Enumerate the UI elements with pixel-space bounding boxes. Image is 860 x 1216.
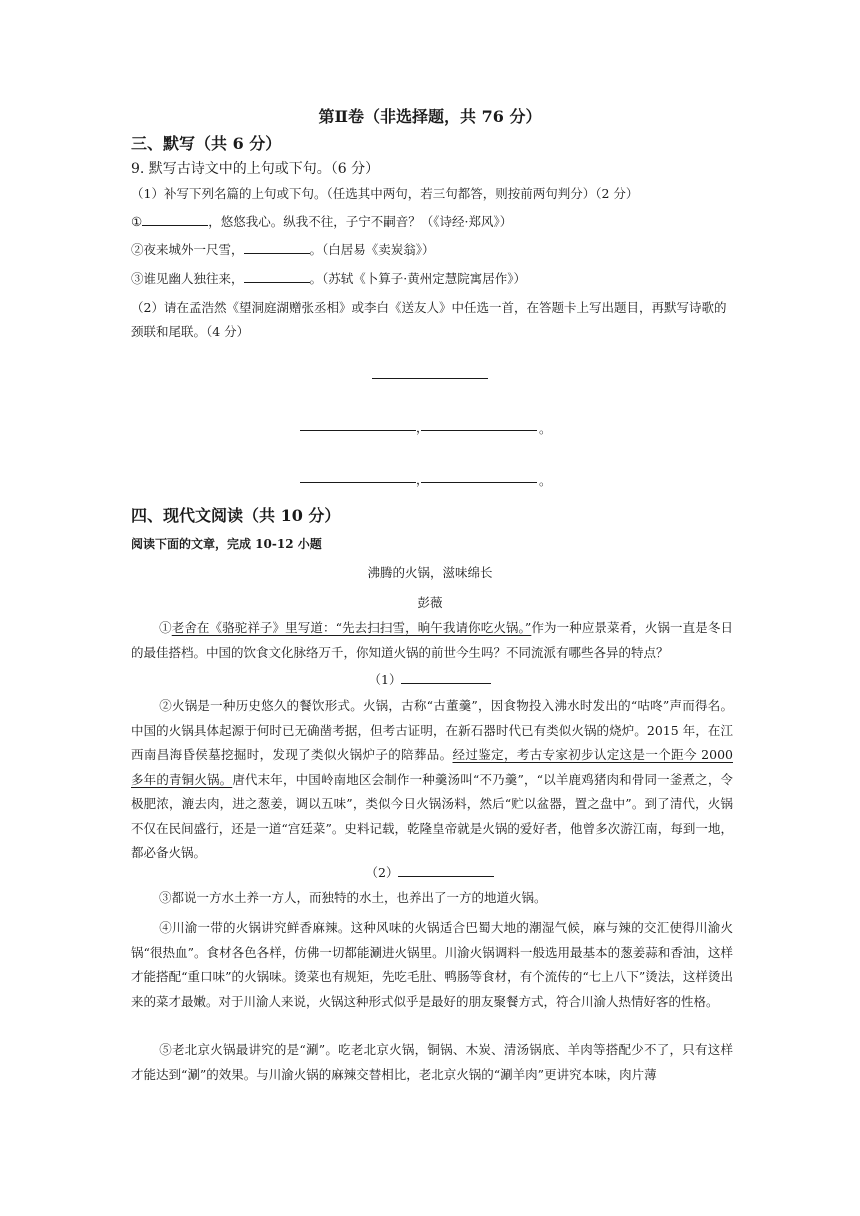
- paragraph-5: ⑤老北京火锅最讲究的是“涮”。吃老北京火锅，铜锅、木炭、清汤锅底、羊肉等搭配少不了，只有这样才能达到“涮”的效果。与川渝火锅的麻辣交替相比，老北京火锅的“涮羊肉”更讲究本味，肉片薄: [131, 1042, 733, 1082]
- poem-line-3a[interactable]: [300, 430, 416, 431]
- poem-title-line[interactable]: [372, 378, 488, 379]
- paragraph-2: ②火锅是一种历史悠久的餐饮形式。火锅，古称“古董羹”，因食物投入沸水时发出的“咕咚”声而得名。中国的火锅具体起源于何时已无确凿考据，但考古证明，在新石器时代已有类似火锅的烧炉。2015 年，在江西南昌海昏侯墓挖掘时，发现了类似火锅炉子的陪葬品。经过鉴定，考古专家初步认定这是一个距今 2000 多年的青铜火锅。唐代末年，中国岭南地区会制作一种羹汤叫“不乃羹”，“以羊鹿鸡猪肉和骨同一釜煮之，令极肥浓，漉去肉，进之葱姜，调以五味”，类似今日火锅汤料，然后“贮以盆器，置之盘中”。到了清代，火锅不仅在民间盛行，还是一道“宫廷菜”。史料记载，乾隆皇帝就是火锅的爱好者，他曾多次游江南，每到一地，都必备火锅。: [131, 698, 733, 860]
- q9-item2: ②夜来城外一尺雪， 。（白居易《卖炭翁》）: [131, 242, 435, 257]
- answer-blank-3[interactable]: [244, 269, 310, 283]
- poem-comma-1: ，: [416, 420, 429, 435]
- poem-line-4a[interactable]: [300, 482, 416, 483]
- q9-sub2: （2）请在孟浩然《望洞庭湖赠张丞相》或李白《送友人》中任选一首，在答题卡上写出题目，再默写诗歌的颈联和尾联。（4 分）: [131, 300, 727, 339]
- question-9: 9. 默写古诗文中的上句或下句。（6 分）: [131, 161, 380, 177]
- underlined-quote: 老舍在《骆驼祥子》里写道：“先去扫扫雪，晌午我请你吃火锅。”: [171, 620, 532, 635]
- gap-2-blank[interactable]: [398, 863, 494, 877]
- underlined-sentence: 经过鉴定，考古专家初步认定这是一个距今 2000 多年的青铜火锅。: [131, 747, 733, 787]
- paragraph-1: ①老舍在《骆驼祥子》里写道：“先去扫扫雪，晌午我请你吃火锅。”作为一种应景菜肴，火锅一直是冬日的最佳搭档。中国的饮食文化脉络万千，你知道火锅的前世今生吗？不同流派有哪些各异的特点？: [131, 620, 733, 660]
- paragraph-3: ③都说一方水土养一方人，而独特的水土，也养出了一方的地道火锅。: [159, 890, 547, 905]
- poem-period-2: 。: [539, 473, 552, 488]
- answer-blank-1[interactable]: [142, 212, 208, 226]
- q9-sub1: （1）补写下列名篇的上句或下句。（任选其中两句，若三句都答，则按前两句判分）（2 分）: [131, 186, 639, 201]
- paragraph-4: ④川渝一带的火锅讲究鲜香麻辣。这种风味的火锅适合巴蜀大地的潮湿气候，麻与辣的交汇使得川渝火锅“很热血”。食材各色各样，仿佛一切都能涮进火锅里。川渝火锅调料一般选用最基本的葱姜蒜和香油，这样才能搭配“重口味”的火锅味。烫菜也有规矩，先吃毛肚、鸭肠等食材，有个流传的“七上八下”烫法，这样烫出来的菜才最嫩。对于川渝人来说，火锅这种形式似乎是最好的朋友聚餐方式，符合川渝人热情好客的性格。: [131, 920, 733, 1009]
- q9-item1: ① ，悠悠我心。纵我不往，子宁不嗣音？（《诗经·郑风》）: [131, 214, 513, 229]
- gap-1: （1）: [0, 670, 860, 688]
- poem-line-3b[interactable]: [421, 430, 537, 431]
- poem-line-4b[interactable]: [421, 482, 537, 483]
- poem-period-1: 。: [539, 421, 552, 436]
- gap-2: （2）: [0, 863, 860, 881]
- gap-1-blank[interactable]: [401, 670, 491, 684]
- reading-instruction: 阅读下面的文章，完成 10-12 小题: [131, 537, 322, 551]
- answer-blank-2[interactable]: [244, 240, 310, 254]
- article-title: 沸腾的火锅，滋味绵长: [367, 565, 493, 580]
- section4-heading: 四、现代文阅读（共 10 分）: [131, 506, 341, 525]
- q9-item3: ③谁见幽人独往来， 。（苏轼《卜算子·黄州定慧院寓居作》）: [131, 271, 526, 286]
- section3-heading: 三、默写（共 6 分）: [131, 134, 282, 153]
- paper-title: 第Ⅱ卷（非选择题，共 76 分）: [318, 107, 542, 126]
- poem-comma-2: ，: [416, 472, 429, 487]
- article-author: 彭薇: [417, 595, 443, 610]
